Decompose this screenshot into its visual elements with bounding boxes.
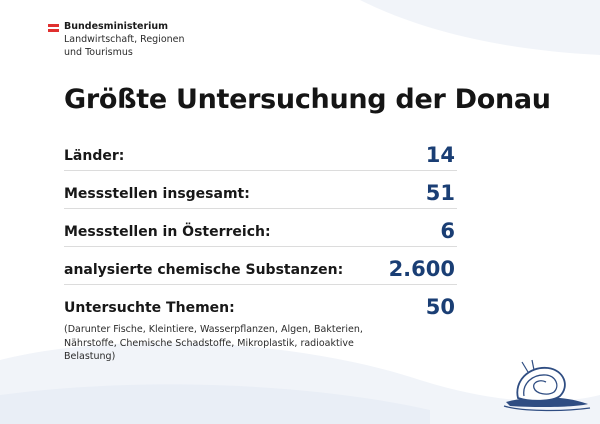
logo-line-2: Landwirtschaft, Regionen	[64, 34, 185, 45]
logo-line-3: und Tourismus	[64, 47, 133, 58]
page-title: Größte Untersuchung der Donau	[64, 84, 551, 115]
snail-icon	[500, 358, 592, 414]
stat-label: Untersuchte Themen:	[64, 300, 235, 316]
stat-value: 51	[425, 181, 455, 205]
stat-value: 6	[440, 219, 455, 243]
stat-row-stations-austria	[64, 216, 457, 247]
stat-value: 14	[425, 143, 455, 167]
stat-value: 2.600	[388, 257, 455, 281]
stat-row-stations-total	[64, 178, 457, 209]
austria-flag-icon	[48, 24, 59, 32]
stat-label: analysierte chemische Substanzen:	[64, 262, 344, 278]
stat-label: Länder:	[64, 148, 125, 164]
logo-line-1: Bundesministerium	[64, 21, 169, 32]
stat-label: Messstellen insgesamt:	[64, 186, 250, 202]
topics-note: (Darunter Fische, Kleintiere, Wasserpflanzen, Algen, Bakterien, Nährstoffe, Chemische Schadstoffe, Mikroplastik, radioaktive Belastung)	[64, 324, 363, 362]
stat-label: Messstellen in Österreich:	[64, 224, 271, 240]
ministry-logo	[48, 20, 185, 59]
stat-value: 50	[425, 295, 455, 319]
stat-row-topics	[64, 292, 457, 322]
stat-row-substances	[64, 254, 457, 285]
stat-row-countries	[64, 140, 457, 171]
